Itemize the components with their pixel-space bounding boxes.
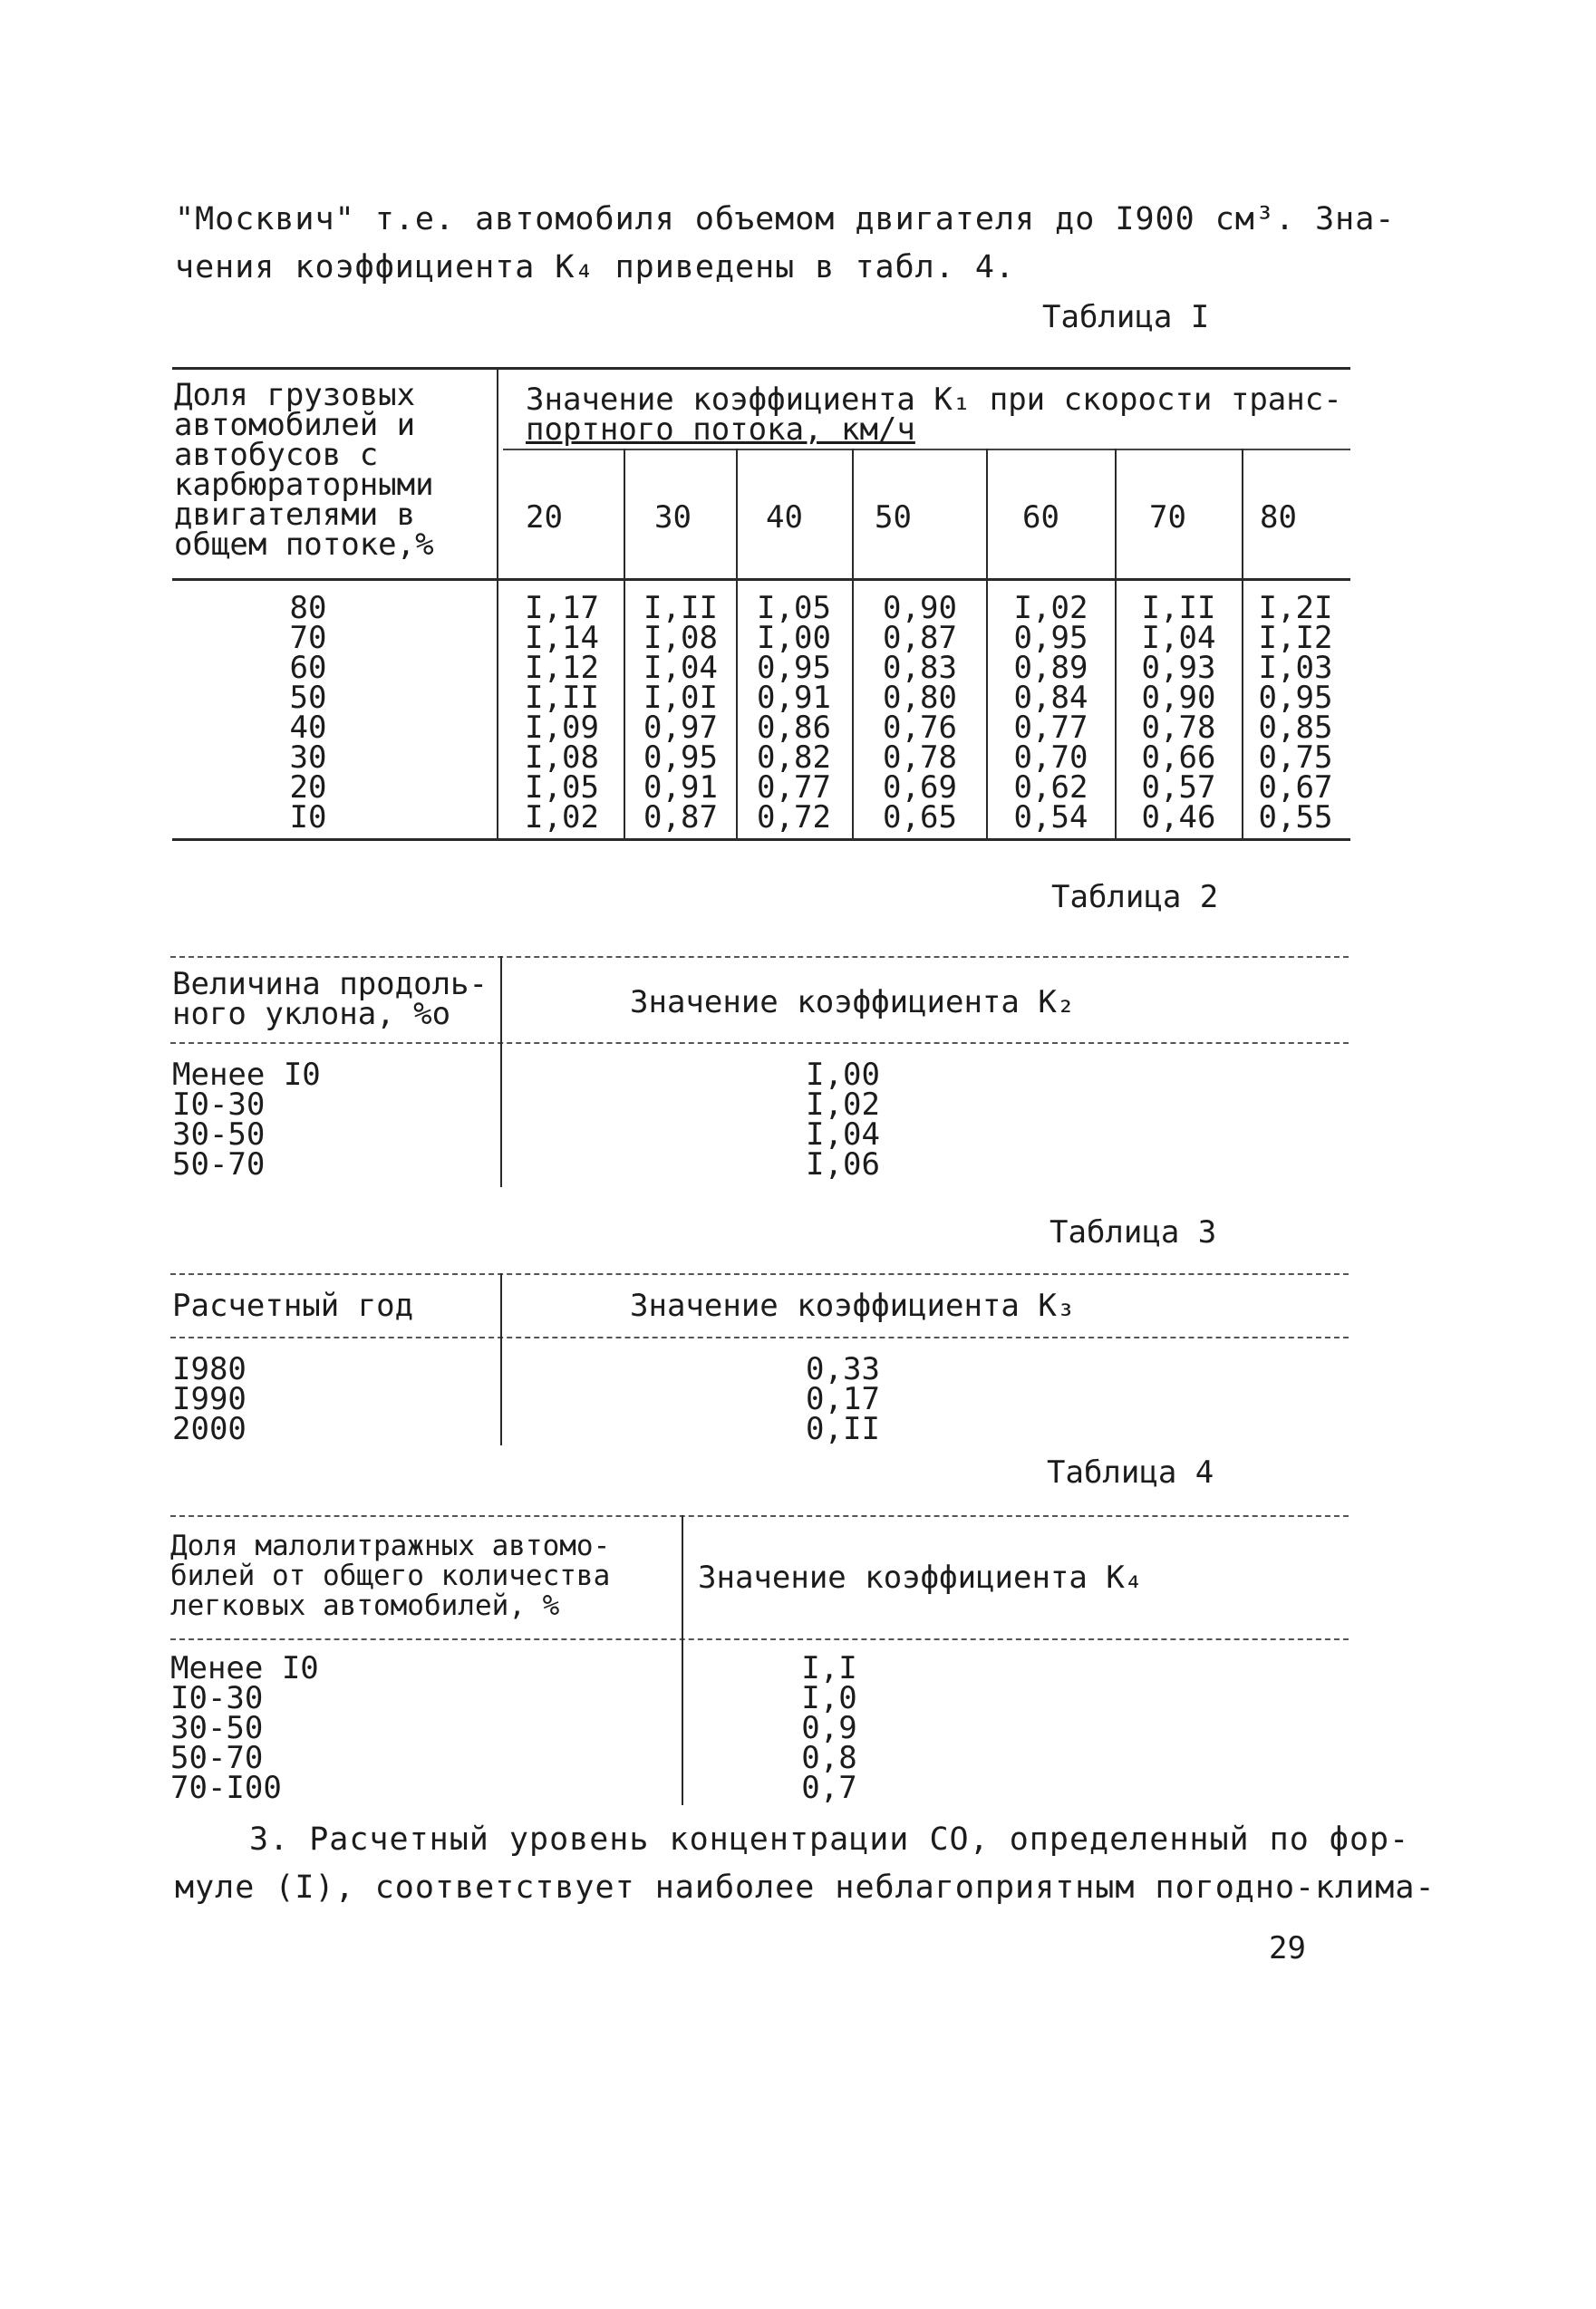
intro-line-1: "Москвич" т.е. автомобиля объемом двигателя до I900 см³. Зна- <box>175 201 1396 237</box>
table1-vline <box>986 449 988 838</box>
table1-speed-20: 20 <box>526 499 563 536</box>
table1-speed-header-2: портного потока, км/ч <box>526 411 915 448</box>
table1-bottom-rule <box>172 838 1350 841</box>
table1-header-rule <box>172 578 1350 581</box>
table4-col1-header: Доля малолитражных автомо- билей от общего количества легковых автомобилей, % <box>170 1530 611 1622</box>
table3-top-rule <box>170 1273 1349 1275</box>
intro-line-2: чения коэффициента K₄ приведены в табл. 4. <box>175 249 1016 285</box>
table4-col2-header: Значение коэффициента K₄ <box>698 1560 1144 1596</box>
table1-values-40: I,05 I,00 0,95 0,91 0,86 0,82 0,77 0,72 <box>757 590 831 836</box>
table1-values-30: I,II I,08 I,04 I,0I 0,97 0,95 0,91 0,87 <box>643 590 718 836</box>
table1-row-header: Доля грузовых автомобилей и автобусов с карбюраторными двигателями в общем потоке,% <box>174 377 434 563</box>
table3-header-rule <box>170 1337 1349 1338</box>
outro-line-1: 3. Расчетный уровень концентрации CO, определенный по фор- <box>249 1821 1410 1858</box>
table1-speed-70: 70 <box>1149 499 1186 536</box>
table4-rows: Менее I0 I0-30 30-50 50-70 70-I00 <box>170 1650 319 1806</box>
table2-caption: Таблица 2 <box>1051 879 1219 915</box>
table4-values: I,I I,0 0,9 0,8 0,7 <box>801 1650 857 1806</box>
table1-speed-30: 30 <box>654 499 692 536</box>
table3-col2-header: Значение коэффициента K₃ <box>630 1288 1076 1324</box>
table1-shares-column: 80 70 60 50 40 30 20 I0 <box>289 590 327 836</box>
table1-vline <box>1115 449 1117 838</box>
table2-values: I,00 I,02 I,04 I,06 <box>806 1057 880 1183</box>
table3-caption: Таблица 3 <box>1049 1214 1217 1251</box>
table4-header-rule <box>170 1638 1349 1640</box>
table2-col2-header: Значение коэффициента K₂ <box>630 984 1076 1020</box>
table1-speed-header: Значение коэффициента K₁ при скорости транс- <box>526 382 1342 418</box>
table1-header-subrule <box>503 449 1350 450</box>
table1-speed-80: 80 <box>1260 499 1297 536</box>
table2-rows: Менее I0 I0-30 30-50 50-70 <box>172 1057 321 1183</box>
table1-vline <box>736 449 738 838</box>
table1-values-60: I,02 0,95 0,89 0,84 0,77 0,70 0,62 0,54 <box>1013 590 1088 836</box>
table2-header-rule <box>170 1042 1349 1044</box>
table4-vline <box>682 1515 683 1805</box>
table1-top-rule <box>172 367 1350 370</box>
table3-rows: I980 I990 2000 <box>172 1351 247 1447</box>
table3-vline <box>500 1273 502 1445</box>
table1-values-20: I,17 I,14 I,12 I,II I,09 I,08 I,05 I,02 <box>525 590 599 836</box>
table3-values: 0,33 0,17 0,II <box>806 1351 880 1447</box>
outro-line-2: муле (I), соответствует наиболее неблагоприятным погодно-клима- <box>175 1869 1436 1906</box>
page-number: 29 <box>1269 1930 1306 1966</box>
table1-caption: Таблица I <box>1042 299 1210 335</box>
table2-col1-header: Величина продоль- ного уклона, %o <box>172 966 488 1032</box>
table1-vline <box>624 449 625 838</box>
table1-speed-40: 40 <box>766 499 803 536</box>
table1-vline <box>497 367 498 838</box>
table4-top-rule <box>170 1515 1349 1517</box>
table1-values-70: I,II I,04 0,93 0,90 0,78 0,66 0,57 0,46 <box>1141 590 1216 836</box>
table2-vline <box>500 956 502 1187</box>
table1-values-50: 0,90 0,87 0,83 0,80 0,76 0,78 0,69 0,65 <box>883 590 957 836</box>
table3-col1-header: Расчетный год <box>172 1288 414 1324</box>
table2-top-rule <box>170 956 1349 958</box>
table1-speed-60: 60 <box>1022 499 1059 536</box>
table4-caption: Таблица 4 <box>1047 1454 1214 1491</box>
table1-speed-50: 50 <box>875 499 912 536</box>
table1-values-80: I,2I I,I2 I,03 0,95 0,85 0,75 0,67 0,55 <box>1258 590 1333 836</box>
table1-vline <box>852 449 854 838</box>
